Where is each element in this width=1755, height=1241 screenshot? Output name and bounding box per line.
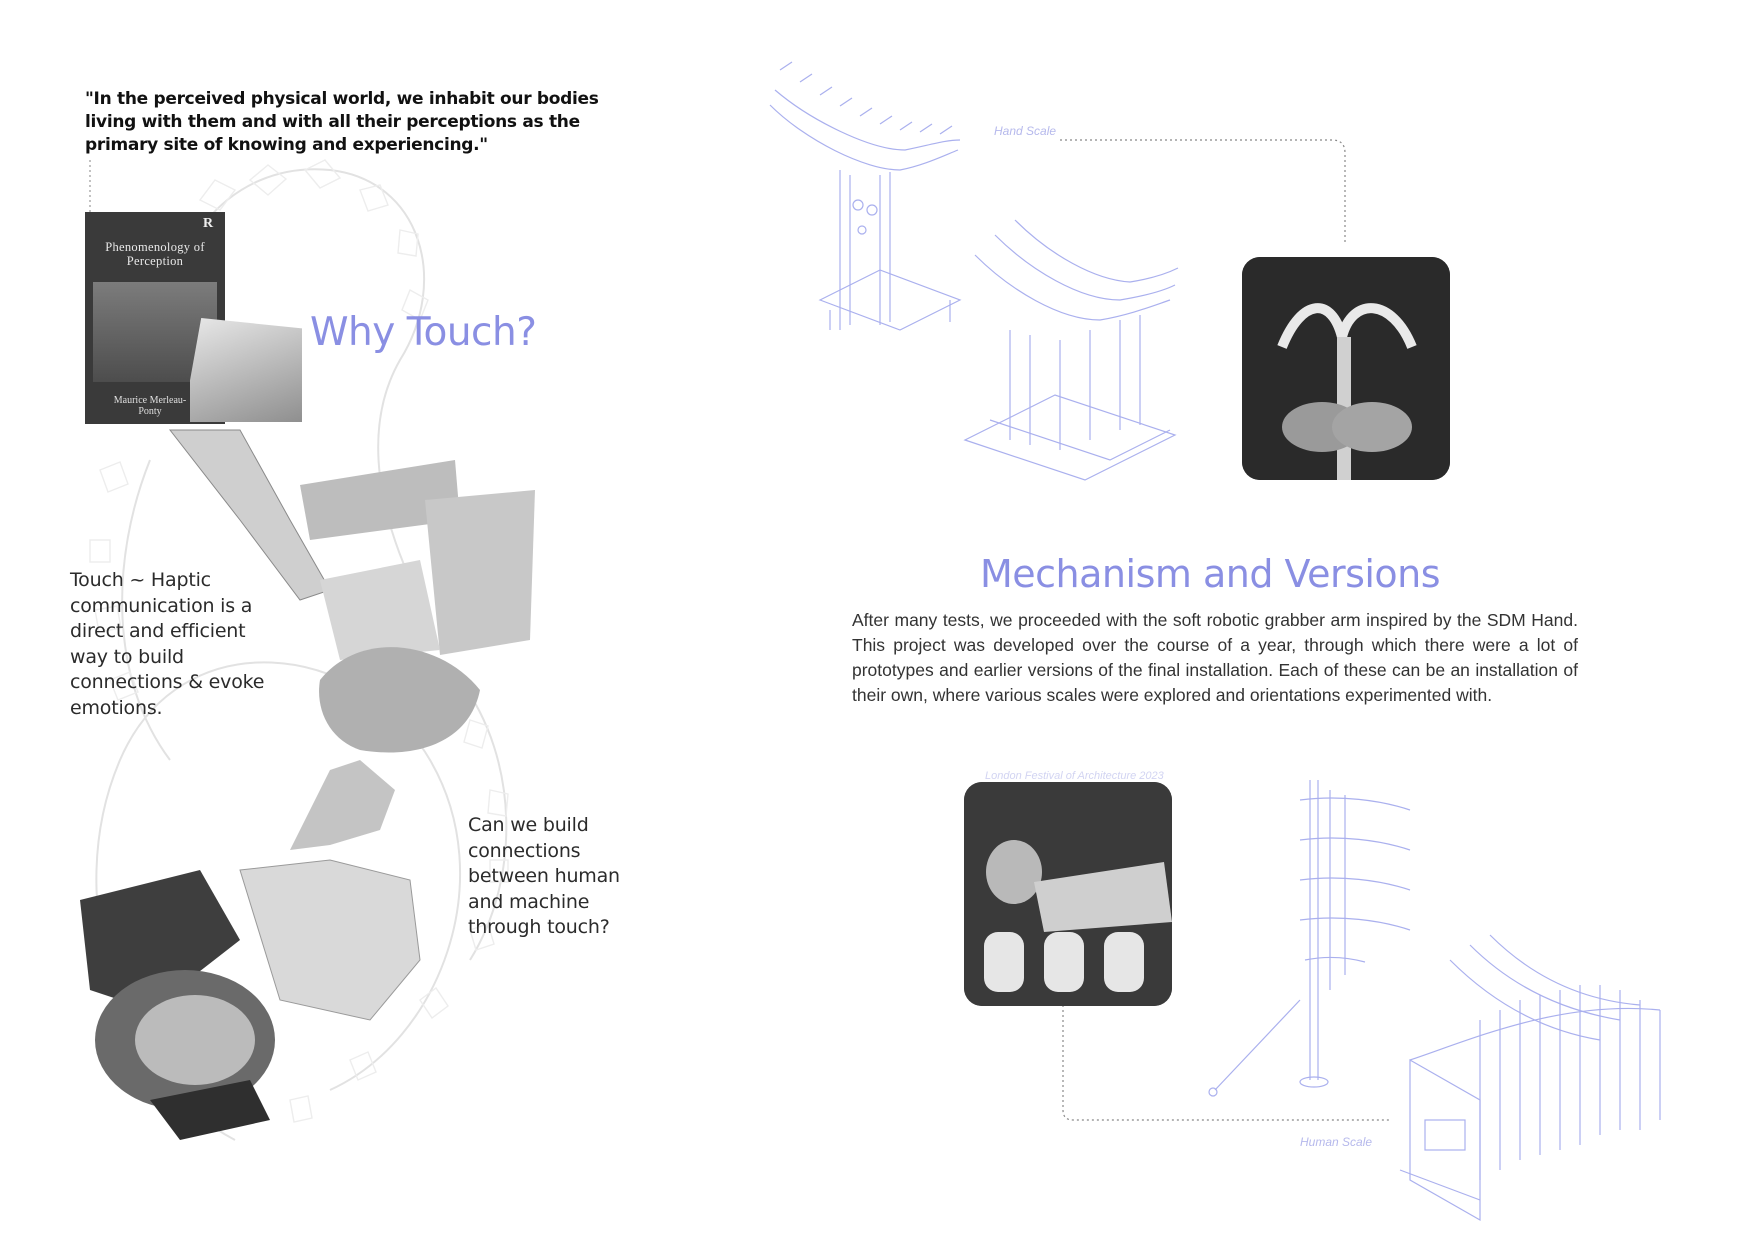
robotic-hand-photo-image	[1242, 257, 1450, 480]
festival-photo	[964, 782, 1172, 1006]
hand-scale-label: Hand Scale	[994, 124, 1057, 138]
touch-description: Touch ~ Haptic communication is a direct and efficient way to build connections & evoke emotions.	[70, 569, 265, 719]
mechanism-paragraph: After many tests, we proceeded with the soft robotic grabber arm inspired by the SDM Hand. This project was developed over the course of a year, through which there were a lot of prototypes and earlier versions of the final installation. Each of these can be an installation of their own, where various scales were explored and orientations experimented with.	[852, 610, 1578, 705]
human-scale-label: Human Scale	[1300, 1135, 1373, 1149]
hand-scale-photo	[1242, 257, 1450, 480]
why-touch-heading: Why Touch?	[310, 310, 537, 355]
publisher-mark: R	[203, 216, 214, 231]
festival-label: London Festival of Architecture 2023	[985, 770, 1164, 782]
question-text: Can we build connections between human and machine through touch?	[468, 814, 620, 938]
book-author: Maurice Merleau-Ponty	[113, 395, 187, 417]
child-installation-photo-image	[964, 782, 1172, 1006]
mechanism-heading: Mechanism and Versions	[980, 552, 1441, 596]
book-title: Phenomenology of Perception	[105, 240, 205, 268]
opening-quote: "In the perceived physical world, we inhabit our bodies living with them and with all their perceptions as the primary site of knowing and experiencing."	[85, 89, 599, 155]
portrait-photo	[190, 318, 302, 422]
